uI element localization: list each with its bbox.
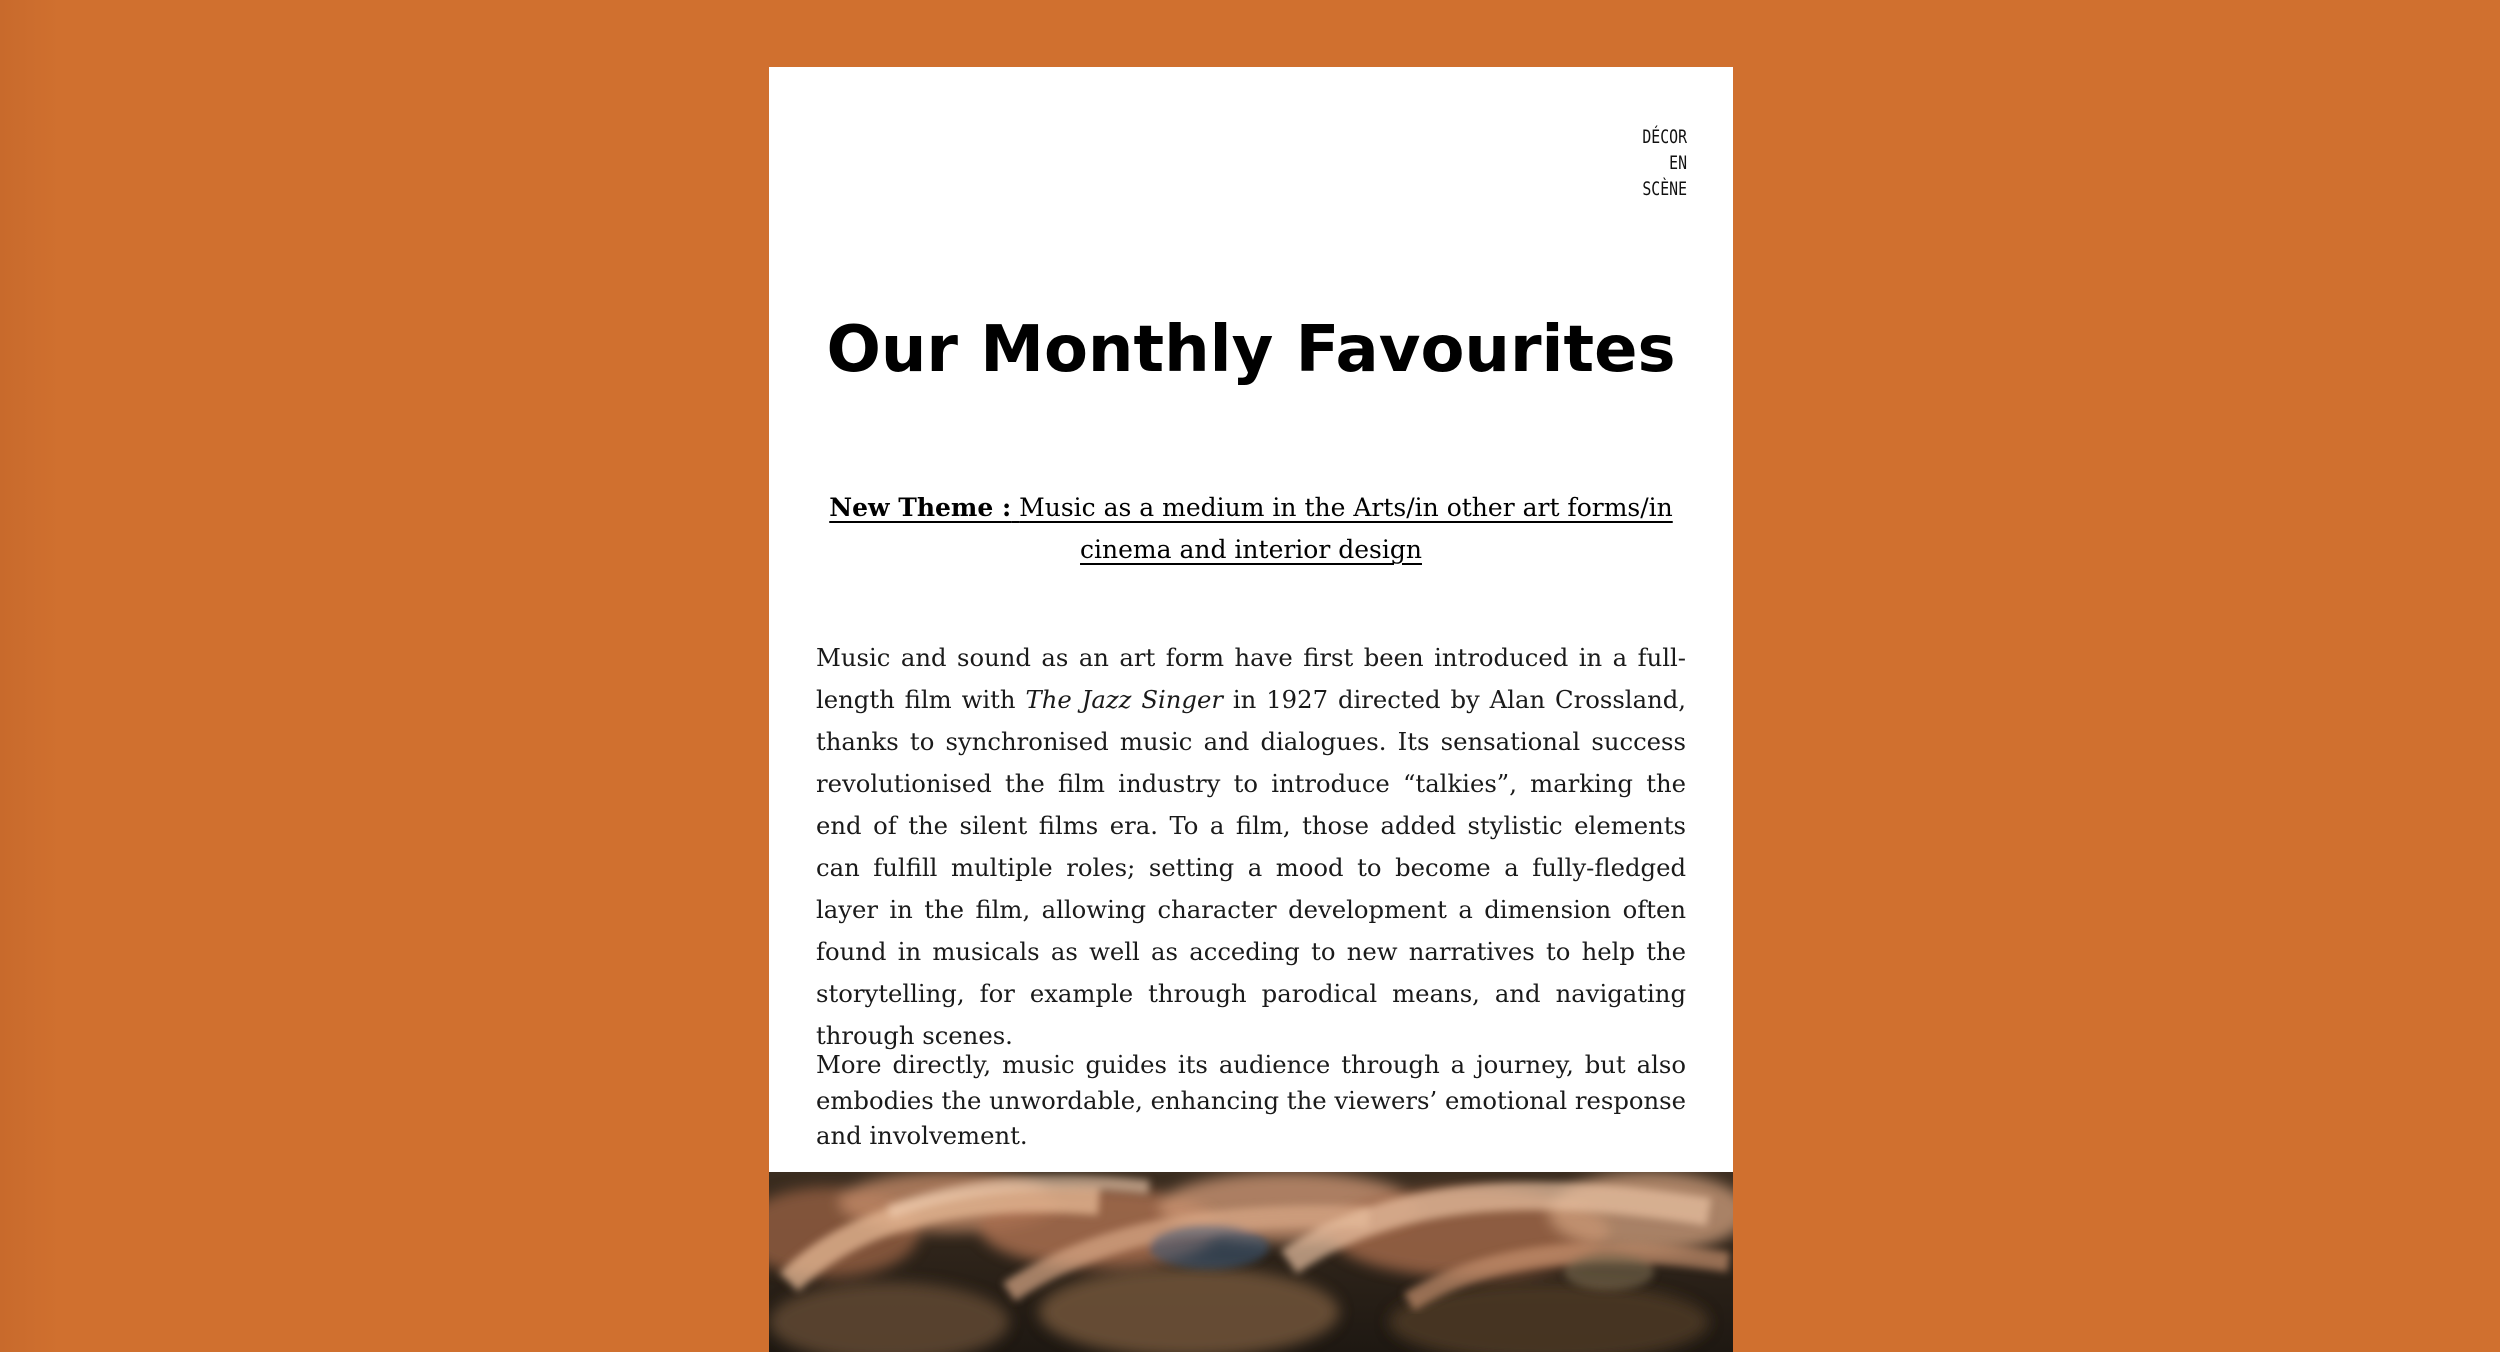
logo-line-en: EN [1669,152,1687,174]
newsletter-sheet [769,67,1733,1172]
theme-heading [816,487,1686,571]
theme-label: New Theme : [829,493,1012,522]
theme-text: Music as a medium in the Arts/in other art forms/in cinema and interior design [1019,493,1673,564]
intro-text-end: in 1927 directed by Alan Crossland, thanks to synchronised music and dialogues. Its sensational success revolutionised the film industry to introduce “talkies”, marking the end of the silent films era. To a film, those added stylistic elements can fulfill multiple roles; setting a mood to become a fully-fledged layer in the film, allowing character development a dimension often found in musicals as well as acceding to new narratives to help the storytelling, for example through parodical means, and navigating through scenes. [816,685,1686,1050]
film-title: The Jazz Singer [1025,685,1223,714]
intro-text-start: Music and sound as an art form have first been introduced in a full-length film with [816,643,1686,714]
decor-en-scene-logo[interactable] [1617,124,1687,202]
hands-photo-image [769,1172,1733,1352]
second-paragraph: More directly, music guides its audience through a journey, but also embodies the unwordable, enhancing the viewers’ emotional response and involvement. [816,1050,1686,1150]
logo-line-scene: SCÈNE [1642,178,1687,200]
logo-line-decor: DÉCOR [1642,126,1687,148]
intro-paragraph [816,637,1686,1057]
hands-photo [769,1172,1733,1352]
page-title: Our Monthly Favourites [826,313,1676,387]
